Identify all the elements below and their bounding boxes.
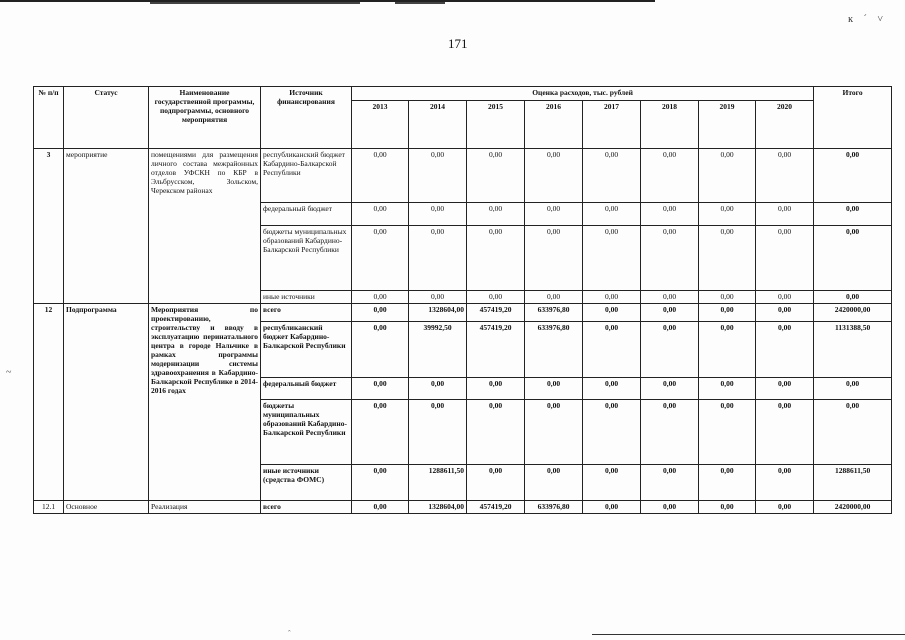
value-cell: 0,00	[467, 465, 525, 501]
year-2014: 2014	[409, 101, 467, 149]
value-cell: 0,00	[583, 291, 641, 304]
value-cell: 0,00	[756, 291, 814, 304]
year-2016: 2016	[525, 101, 583, 149]
value-cell: 0,00	[699, 149, 756, 203]
value-cell: 0,00	[756, 501, 814, 514]
value-cell: 0,00	[699, 501, 756, 514]
value-cell: 0,00	[352, 304, 409, 322]
year-2019: 2019	[699, 101, 756, 149]
value-cell: 0,00	[699, 226, 756, 291]
value-cell: 0,00	[583, 400, 641, 465]
value-cell: 0,00	[583, 322, 641, 378]
value-cell: 0,00	[583, 501, 641, 514]
value-cell: 0,00	[409, 149, 467, 203]
row-num: 12	[34, 304, 64, 501]
header-num: № п/п	[34, 87, 64, 149]
value-cell: 0,00	[641, 378, 699, 400]
value-cell: 0,00	[467, 378, 525, 400]
total-cell: 0,00	[814, 400, 892, 465]
value-cell: 0,00	[756, 378, 814, 400]
value-cell: 0,00	[583, 465, 641, 501]
value-cell: 0,00	[525, 226, 583, 291]
total-cell: 0,00	[814, 291, 892, 304]
value-cell: 0,00	[525, 149, 583, 203]
row-source: федеральный бюджет	[261, 378, 352, 400]
total-cell: 0,00	[814, 378, 892, 400]
value-cell: 0,00	[756, 465, 814, 501]
value-cell: 0,00	[699, 400, 756, 465]
value-cell: 0,00	[409, 291, 467, 304]
value-cell: 0,00	[352, 226, 409, 291]
value-cell: 0,00	[525, 378, 583, 400]
value-cell: 0,00	[352, 203, 409, 226]
value-cell: 0,00	[352, 465, 409, 501]
value-cell: 0,00	[641, 465, 699, 501]
row-num: 12.1	[34, 501, 64, 514]
value-cell: 0,00	[352, 322, 409, 378]
total-cell: 1131388,50	[814, 322, 892, 378]
value-cell: 0,00	[641, 304, 699, 322]
row-status: мероприятие	[64, 149, 149, 304]
value-cell: 0,00	[467, 149, 525, 203]
table-row	[34, 501, 892, 514]
expenses-table	[33, 86, 892, 514]
value-cell: 633976,80	[525, 304, 583, 322]
row-num: 3	[34, 149, 64, 304]
value-cell: 0,00	[583, 304, 641, 322]
value-cell: 457419,20	[467, 501, 525, 514]
table-row	[34, 149, 892, 203]
value-cell: 0,00	[583, 378, 641, 400]
row-source: всего	[261, 304, 352, 322]
value-cell: 0,00	[409, 378, 467, 400]
value-cell: 0,00	[699, 203, 756, 226]
row-source: республиканский бюджет Кабардино-Балкарской Республики	[261, 149, 352, 203]
value-cell: 0,00	[699, 465, 756, 501]
value-cell: 0,00	[641, 203, 699, 226]
value-cell: 0,00	[641, 149, 699, 203]
value-cell: 0,00	[699, 378, 756, 400]
header-name: Наименование государственной программы, подпрограммы, основного мероприятия	[149, 87, 261, 149]
value-cell: 0,00	[699, 322, 756, 378]
row-source: иные источники (средства ФОМС)	[261, 465, 352, 501]
total-cell: 2420000,00	[814, 501, 892, 514]
value-cell: 0,00	[583, 149, 641, 203]
header-row	[34, 87, 892, 101]
bottom-scan-edge	[592, 634, 905, 635]
value-cell: 0,00	[756, 322, 814, 378]
row-source: всего	[261, 501, 352, 514]
total-cell: 1288611,50	[814, 465, 892, 501]
value-cell: 0,00	[467, 291, 525, 304]
value-cell: 0,00	[756, 226, 814, 291]
value-cell: 0,00	[467, 203, 525, 226]
value-cell: 0,00	[756, 203, 814, 226]
year-2015: 2015	[467, 101, 525, 149]
value-cell: 0,00	[352, 400, 409, 465]
header-status: Статус	[64, 87, 149, 149]
value-cell: 0,00	[467, 400, 525, 465]
bottom-mark: ˆ	[288, 629, 291, 638]
header-source: Источник финансирования	[261, 87, 352, 149]
value-cell: 0,00	[352, 149, 409, 203]
table-row	[34, 304, 892, 322]
row-source: иные источники	[261, 291, 352, 304]
row-status: Подпрограмма	[64, 304, 149, 501]
value-cell: 457419,20	[467, 304, 525, 322]
year-2017: 2017	[583, 101, 641, 149]
value-cell: 0,00	[756, 304, 814, 322]
row-source: бюджеты муниципальных образований Кабардино-Балкарской Республики	[261, 400, 352, 465]
value-cell: 0,00	[699, 291, 756, 304]
value-cell: 0,00	[352, 501, 409, 514]
value-cell: 0,00	[467, 226, 525, 291]
value-cell: 0,00	[641, 226, 699, 291]
value-cell: 0,00	[641, 400, 699, 465]
value-cell: 0,00	[525, 400, 583, 465]
value-cell: 0,00	[756, 400, 814, 465]
value-cell: 457419,20	[467, 322, 525, 378]
scan-marks: ĸ ˊ ˅	[848, 14, 887, 25]
total-cell: 0,00	[814, 203, 892, 226]
page-number: 171	[448, 36, 468, 51]
row-name: помещениями для размещения личного состава межрайонных отделов УФСКН по КБР в Эльбрусском, Зольском, Черекском районах	[149, 149, 261, 304]
value-cell: 0,00	[525, 291, 583, 304]
value-cell: 39992,50	[409, 322, 467, 378]
value-cell: 0,00	[641, 501, 699, 514]
value-cell: 633976,80	[525, 501, 583, 514]
margin-mark: ~	[6, 367, 12, 378]
value-cell: 0,00	[525, 203, 583, 226]
top-scan-edge	[0, 0, 905, 9]
total-cell: 2420000,00	[814, 304, 892, 322]
row-name: Реализация	[149, 501, 261, 514]
row-name: Мероприятия по проектированию, строительству и вводу в эксплуатацию перинатального центра в городе Нальчике в рамках программы модернизации системы здравоохранения в Кабардино-Балкарской Республике в 2014-2016 годах	[149, 304, 261, 501]
value-cell: 0,00	[409, 203, 467, 226]
value-cell: 633976,80	[525, 322, 583, 378]
total-cell: 0,00	[814, 149, 892, 203]
header-estimate: Оценка расходов, тыс. рублей	[352, 87, 814, 101]
year-2013: 2013	[352, 101, 409, 149]
value-cell: 0,00	[525, 465, 583, 501]
value-cell: 0,00	[699, 304, 756, 322]
row-source: республиканский бюджет Кабардино-Балкарской Республики	[261, 322, 352, 378]
value-cell: 0,00	[352, 291, 409, 304]
value-cell: 0,00	[756, 149, 814, 203]
year-2018: 2018	[641, 101, 699, 149]
value-cell: 0,00	[583, 226, 641, 291]
value-cell: 0,00	[641, 322, 699, 378]
total-cell: 0,00	[814, 226, 892, 291]
year-2020: 2020	[756, 101, 814, 149]
row-source: федеральный бюджет	[261, 203, 352, 226]
header-total: Итого	[814, 87, 892, 149]
value-cell: 1288611,50	[409, 465, 467, 501]
value-cell: 0,00	[409, 400, 467, 465]
value-cell: 1328604,00	[409, 501, 467, 514]
value-cell: 1328604,00	[409, 304, 467, 322]
value-cell: 0,00	[583, 203, 641, 226]
row-status: Основное	[64, 501, 149, 514]
value-cell: 0,00	[641, 291, 699, 304]
value-cell: 0,00	[409, 226, 467, 291]
row-source: бюджеты муниципальных образований Кабардино-Балкарской Республики	[261, 226, 352, 291]
value-cell: 0,00	[352, 378, 409, 400]
